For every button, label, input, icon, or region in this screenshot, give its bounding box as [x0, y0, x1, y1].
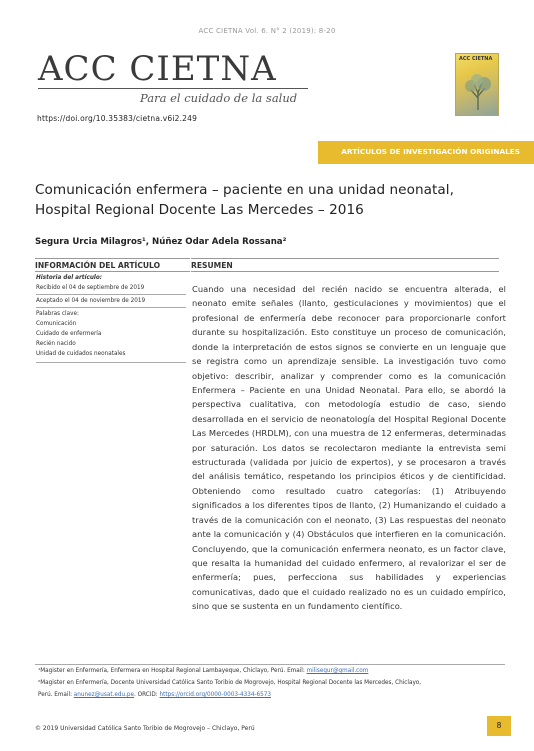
- history-label: Historia del artículo:: [36, 275, 103, 281]
- keyword-item: Recién nacido: [36, 341, 76, 347]
- footnote-text: . ORCID:: [134, 692, 160, 698]
- email-link[interactable]: anunez@usat.edu.pe: [73, 692, 134, 698]
- page-number: 8: [487, 716, 511, 736]
- accepted-date: Aceptado el 04 de noviembre de 2019: [36, 298, 146, 304]
- section-banner: [318, 141, 534, 164]
- cover-title: ACC CIETNA: [459, 56, 493, 62]
- info-divider: [36, 294, 186, 295]
- abstract-text: Cuando una necesidad del recién nacido se encuentra alterada, el neonato emite señales (llanto, gesticulaciones y movimientos) que el profesional de enfermería debe reconocer para proporcionarle confort durante su hospitalización. Esto constituye un proceso de comunicación, donde la interpretación de estos signos se convierte en un lenguaje que se registra como un aprendizaje sensible. La investigación tuvo como objetivo: describir, analizar y comprender como es la comunicación Enfermera – Paciente en una Unidad Neonatal. Para ello, se abordó la perspectiva cualitativa, con metodología estudio de caso, siendo desarrollada en el servicio de neonatología del Hospital Regional Docente Las Mercedes (HRDLM), con una muestra de 12 enfermeras, determinadas por saturación. Los datos se recolectaron mediante la entrevista semi estructurada (validada por juicio de expertos), y se procesaron a través del análisis temático, respetando los principios éticos y de cientificidad. Obteniendo como resultado cuatro categorías: (1) Atribuyendo significados a los diferentes tipos de llanto, (2) Humanizando el cuidado a través de la comunicación con el neonato, (3) Las respuestas del neonato ante la comunicación y (4) Obstáculos que interfieren en la comunicación. Concluyendo, que la comunicación enfermera neonato, es un factor clave, que resalta la humanidad del cuidado enfermero, al revalorizar el ser de enfermería; pues, perfecciona sus habilidades y experiencias comunicativas, dado que el cuidado realizado no es un cuidado empírico, sino que se sustenta en un fundamento científico.: [192, 284, 506, 612]
- footnote-author-1: [38, 667, 368, 675]
- email-link[interactable]: milisegur@gmail.com: [306, 668, 369, 674]
- keywords-label: Palabras clave:: [36, 311, 79, 317]
- article-authors: Segura Urcia Milagros¹, Núñez Odar Adela Rossana²: [35, 237, 287, 247]
- cover-tree-illustration: [460, 72, 496, 110]
- keyword-item: Comunicación: [36, 321, 77, 327]
- keyword-item: Cuidado de enfermería: [36, 331, 102, 337]
- journal-logo-tagline: Para el cuidado de la salud: [140, 91, 298, 105]
- abstract-heading: RESUMEN: [191, 258, 499, 272]
- doi-link[interactable]: https://doi.org/10.35383/cietna.v6i2.249: [37, 114, 198, 123]
- footnote-author-2: ²Magister en Enfermería, Docente Universidad Católica Santo Toribio de Mogrovejo, Hospital Regional Docente las Mercedes, Chiclayo,: [38, 680, 422, 686]
- keyword-item: Unidad de cuidados neonatales: [36, 351, 126, 357]
- footnote-text: ¹Magister en Enfermería, Enfermera en Hospital Regional Lambayeque, Chiclayo, Perú. Email:: [38, 668, 307, 674]
- article-info-panel: [36, 274, 186, 363]
- copyright-footer: © 2019 Universidad Católica Santo Toribio de Mogrovejo – Chiclayo, Perú: [35, 725, 255, 732]
- footnote-divider: [35, 664, 505, 665]
- article-info-heading: INFORMACIÓN DEL ARTÍCULO: [35, 258, 190, 272]
- article-title-line: Comunicación enfermera – paciente en una unidad neonatal,: [35, 182, 454, 198]
- info-divider: [36, 362, 186, 363]
- info-divider: [36, 307, 186, 308]
- article-title-line: Hospital Regional Docente Las Mercedes – 2016: [35, 202, 364, 218]
- orcid-link[interactable]: https://orcid.org/0000-0003-4334-6573: [159, 692, 272, 698]
- footnote-text: Perú. Email:: [38, 692, 74, 698]
- footnote-author-2-contact: [38, 691, 271, 699]
- journal-reference: ACC CIETNA Vol. 6. N° 2 (2019): 8-20: [198, 27, 336, 35]
- article-title: [35, 180, 505, 220]
- received-date: Recibido el 04 de septiembre de 2019: [36, 285, 145, 291]
- logo-divider: [38, 88, 308, 89]
- section-label: ARTÍCULOS DE INVESTIGACIÓN ORIGINALES: [341, 147, 520, 156]
- journal-cover-image: [455, 53, 499, 116]
- journal-logo-title: ACC CIETNA: [38, 49, 277, 89]
